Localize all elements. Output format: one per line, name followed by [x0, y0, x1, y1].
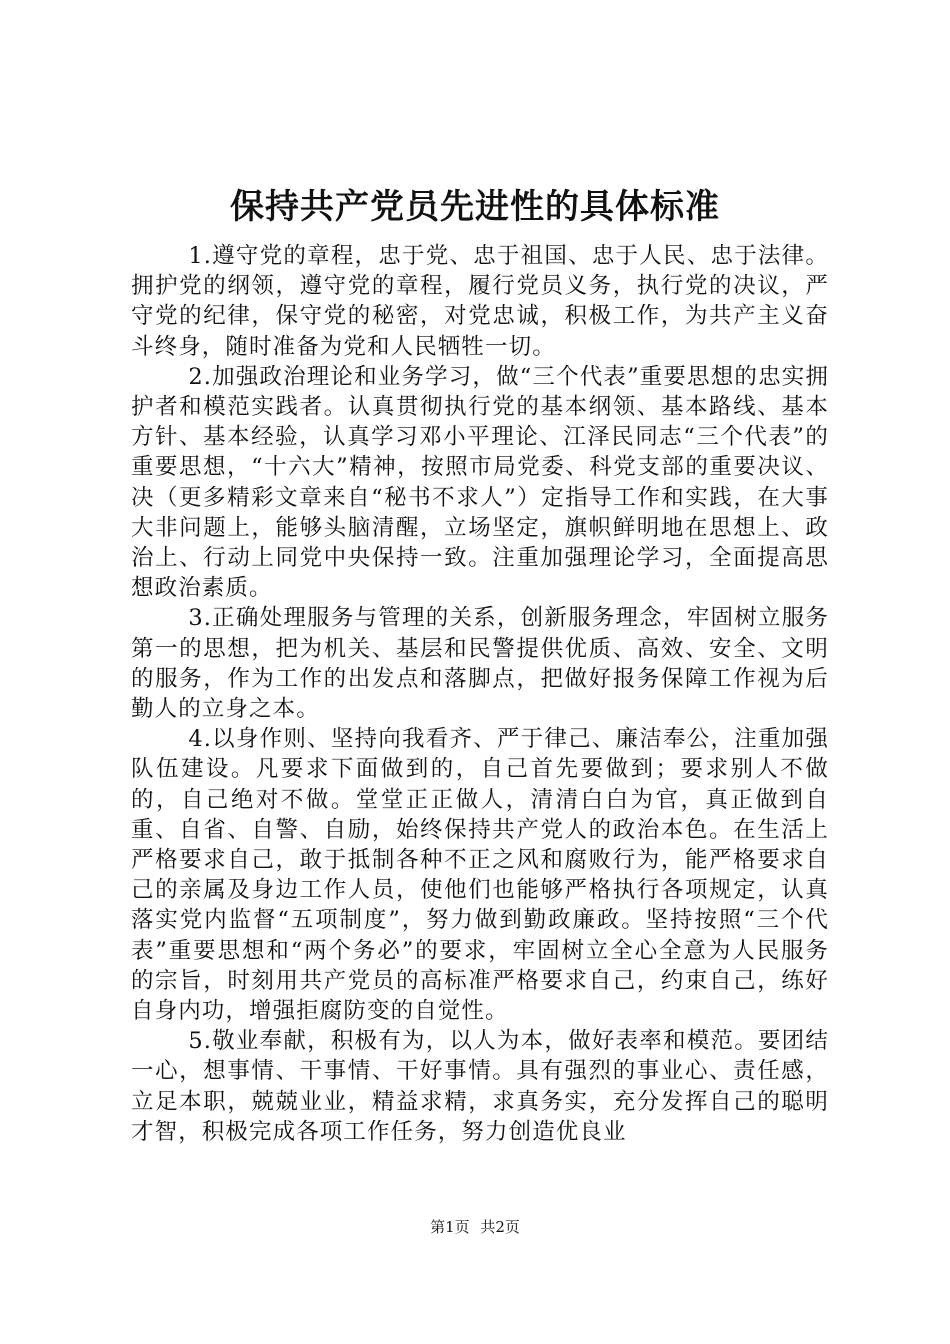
- paragraph-1: 1.遵守党的章程，忠于党、忠于祖国、忠于人民、忠于法律。拥护党的纲领，遵守党的章程，履行党员义务，执行党的决议，严守党的纪律，保守党的秘密，对党忠诚，积极工作，为共产主义奋斗终身，随时准备为党和人民牺牲一切。: [131, 243, 829, 360]
- page-footer: [0, 1216, 950, 1238]
- document-title: 保持共产党员先进性的具体标准: [230, 187, 720, 227]
- paragraph-5: 5.敬业奉献，积极有为，以人为本，做好表率和模范。要团结一心，想事情、干事情、干好事情。具有强烈的事业心、责任感，立足本职，兢兢业业，精益求精，求真务实，充分发挥自己的聪明才智，积极完成各项工作任务，努力创造优良业: [131, 1028, 829, 1145]
- paragraph-2: 2.加强政治理论和业务学习，做“三个代表”重要思想的忠实拥护者和模范实践者。认真贯彻执行党的基本纲领、基本路线、基本方针、基本经验，认真学习邓小平理论、江泽民同志“三个代表”的重要思想，“十六大”精神，按照市局党委、科党支部的重要决议、决（更多精彩文章来自“秘书不求人”）定指导工作和实践，在大事大非问题上，能够头脑清醒，立场坚定，旗帜鲜明地在思想上、政治上、行动上同党中央保持一致。注重加强理论学习，全面提高思想政治素质。: [131, 363, 829, 602]
- page-number-total: 共2页: [480, 1218, 520, 1236]
- document-body: [131, 241, 829, 1147]
- paragraph-4: 4.以身作则、坚持向我看齐、严于律己、廉洁奉公，注重加强队伍建设。凡要求下面做到的，自己首先要做到；要求别人不做的，自己绝对不做。堂堂正正做人，清清白白为官，真正做到自重、自省、自警、自励，始终保持共产党人的政治本色。在生活上严格要求自己，敢于抵制各种不正之风和腐败行为，能严格要求自己的亲属及身边工作人员，使他们也能够严格执行各项规定，认真落实党内监督“五项制度”，努力做到勤政廉政。坚持按照“三个代表”重要思想和“两个务必”的要求，牢固树立全心全意为人民服务的宗旨，时刻用共产党员的高标准严格要求自己，约束自己，练好自身内功，增强拒腐防变的自觉性。: [131, 726, 829, 1025]
- page-number-current: 第1页: [430, 1218, 470, 1236]
- paragraph-3: 3.正确处理服务与管理的关系，创新服务理念，牢固树立服务第一的思想，把为机关、基层和民警提供优质、高效、安全、文明的服务，作为工作的出发点和落脚点，把做好报务保障工作视为后勤人的立身之本。: [131, 605, 829, 723]
